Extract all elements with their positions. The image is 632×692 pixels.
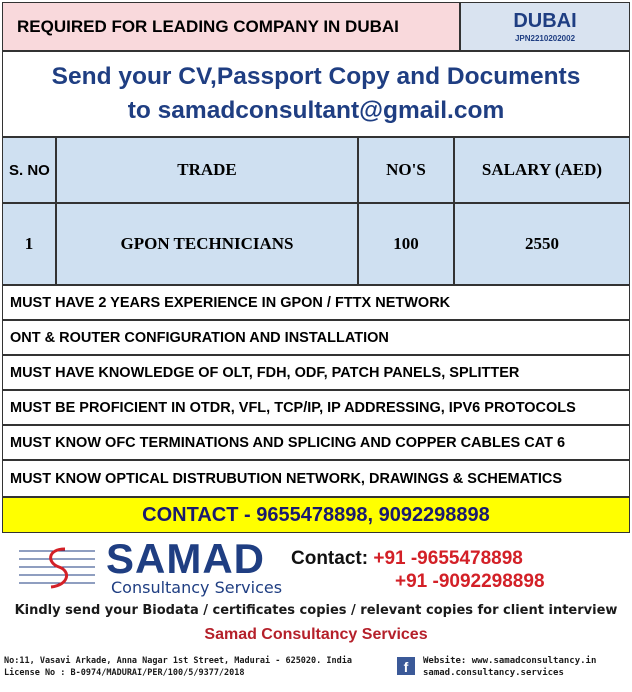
brand-name: SAMAD	[106, 535, 265, 582]
phone-1[interactable]: +91 -9655478898	[373, 548, 523, 569]
license: License No : B-0974/MADURAI/PER/100/5/9377/2018	[4, 668, 245, 678]
requirement-item: MUST HAVE 2 YEARS EXPERIENCE IN GPON / FTTX NETWORK	[2, 285, 630, 320]
row-sno: 1	[2, 203, 56, 285]
send-cv-banner	[2, 51, 630, 137]
header-count: NO'S	[358, 137, 454, 203]
location-label: DUBAI	[513, 10, 577, 32]
reference-code: JPN2210202002	[514, 34, 576, 43]
send-cv-line1: Send your CV,Passport Copy and Documents	[51, 63, 581, 90]
web-block	[423, 655, 596, 679]
contact-bar: CONTACT - 9655478898, 9092298898	[2, 497, 630, 533]
requirement-item: MUST KNOW OPTICAL DISTRUBUTION NETWORK, DRAWINGS & SCHEMATICS	[2, 460, 630, 497]
header-trade: TRADE	[56, 137, 358, 203]
footer-contact	[291, 548, 523, 570]
send-cv-email[interactable]: to samadconsultant@gmail.com	[127, 97, 505, 124]
address-block	[4, 655, 352, 679]
logo-icon	[17, 543, 97, 593]
location-box	[460, 2, 630, 51]
brand-subtitle: Consultancy Services	[111, 578, 283, 597]
company-name: Samad Consultancy Services	[204, 626, 428, 643]
row-salary: 2550	[454, 203, 630, 285]
kindly-note: Kindly send your Biodata / certificates copies / relevant copies for client interview	[14, 603, 618, 618]
contact-label: Contact:	[291, 548, 369, 569]
address: No:11, Vasavi Arkade, Anna Nagar 1st Street, Madurai - 625020. India	[4, 656, 352, 666]
footer	[0, 533, 632, 692]
header-title: REQUIRED FOR LEADING COMPANY IN DUBAI	[2, 2, 460, 51]
row-count: 100	[358, 203, 454, 285]
requirement-item: MUST HAVE KNOWLEDGE OF OLT, FDH, ODF, PATCH PANELS, SPLITTER	[2, 355, 630, 390]
website[interactable]: Website: www.samadconsultancy.in	[423, 656, 597, 666]
facebook-page[interactable]: samad.consultancy.services	[423, 668, 564, 678]
requirement-item: MUST KNOW OFC TERMINATIONS AND SPLICING AND COPPER CABLES CAT 6	[2, 425, 630, 460]
header-salary: SALARY (AED)	[454, 137, 630, 203]
row-trade: GPON TECHNICIANS	[56, 203, 358, 285]
requirement-item: ONT & ROUTER CONFIGURATION AND INSTALLATION	[2, 320, 630, 355]
header-sno: S. NO	[2, 137, 56, 203]
phone-2[interactable]: +91 -9092298898	[395, 571, 545, 592]
requirement-item: MUST BE PROFICIENT IN OTDR, VFL, TCP/IP, IP ADDRESSING, IPV6 PROTOCOLS	[2, 390, 630, 425]
facebook-icon[interactable]: f	[397, 657, 415, 675]
